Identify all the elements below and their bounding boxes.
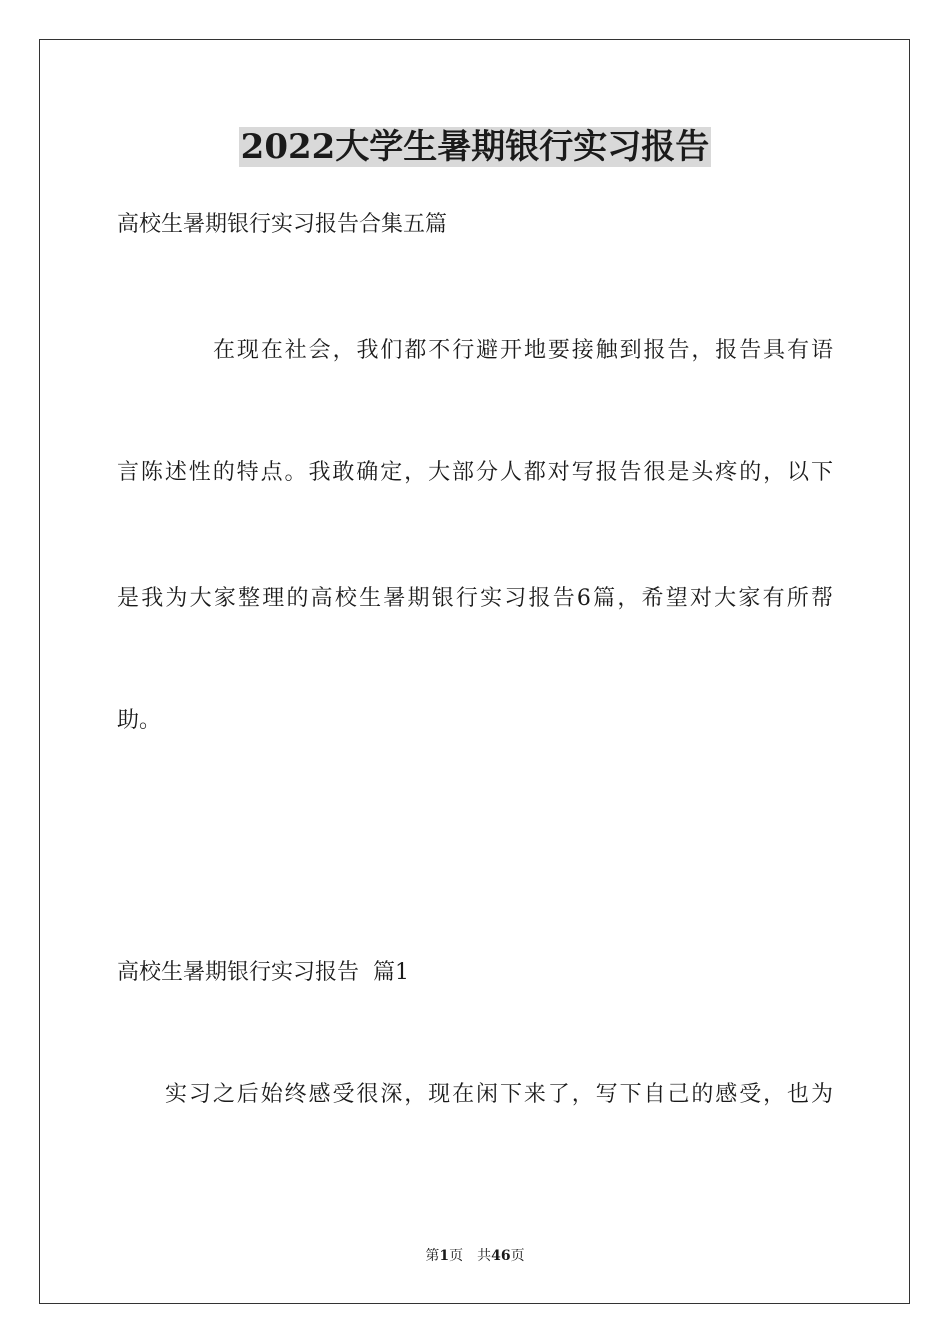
footer-total-prefix: 共 <box>477 1248 492 1264</box>
intro-paragraph-line-2: 言陈述性的特点。我敢确定，大部分人都对写报告很是头疼的，以下 <box>117 460 833 485</box>
footer-total-suffix: 页 <box>510 1248 525 1264</box>
page-footer <box>0 1247 950 1265</box>
intro-paragraph-line-4: 助。 <box>117 708 162 733</box>
intro-paragraph-line-3: 是我为大家整理的高校生暑期银行实习报告6篇，希望对大家有所帮 <box>117 586 833 611</box>
footer-page-suffix: 页 <box>449 1248 464 1264</box>
section-1-paragraph-line-1: 实习之后始终感受很深，现在闲下来了，写下自己的感受，也为 <box>165 1082 833 1107</box>
document-title <box>0 124 950 170</box>
document-subtitle: 高校生暑期银行实习报告合集五篇 <box>117 212 448 237</box>
document-title-text: 2022大学生暑期银行实习报告 <box>240 127 710 167</box>
intro-paragraph-line-1: 在现在社会，我们都不行避开地要接触到报告，报告具有语 <box>213 338 833 363</box>
section-heading-1: 高校生暑期银行实习报告 篇1 <box>117 960 409 985</box>
footer-total-number: 46 <box>491 1248 511 1264</box>
footer-page-number: 1 <box>439 1248 450 1264</box>
footer-page-prefix: 第 <box>425 1248 440 1264</box>
